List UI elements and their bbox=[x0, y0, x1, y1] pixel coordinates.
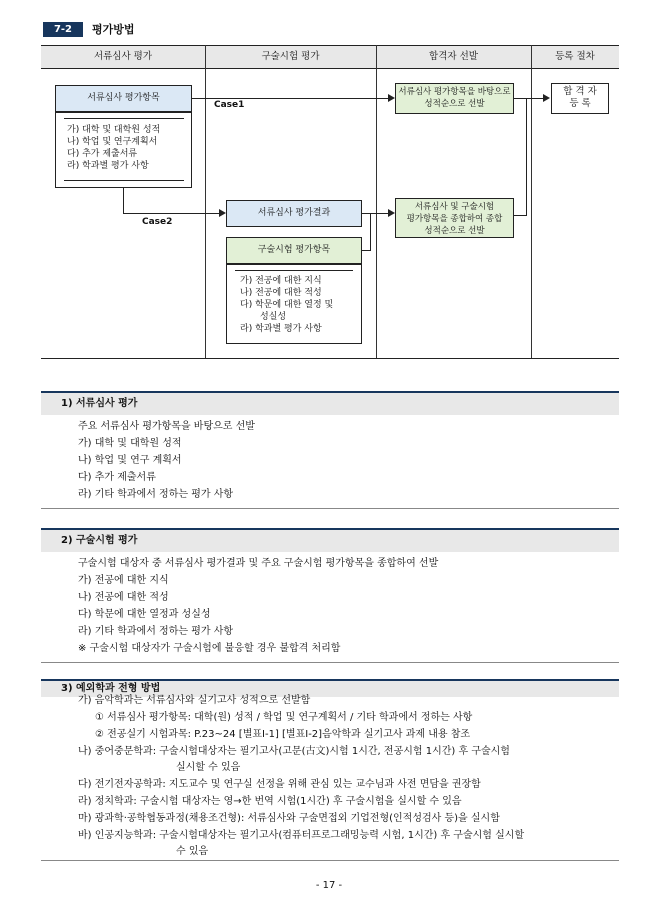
column-divider bbox=[205, 45, 206, 358]
section-number-tag: 7-2 bbox=[43, 22, 83, 37]
oral-criteria-item: 다) 학문에 대한 열정 및 bbox=[240, 300, 334, 310]
oral-connector-line bbox=[362, 250, 370, 251]
subsection-2-note: ※ 구술시험 대상자가 구술시험에 불응할 경우 불합격 처리함 bbox=[78, 643, 341, 654]
subsection-1-line: 나) 학업 및 연구 계획서 bbox=[78, 455, 182, 466]
subsection-1-line: 다) 추가 제출서류 bbox=[78, 472, 156, 483]
case2-arrow-line bbox=[123, 213, 219, 214]
box-rule bbox=[64, 118, 184, 119]
column-divider bbox=[376, 45, 377, 358]
flow-header-row bbox=[41, 45, 619, 69]
subsection-3-line: 다) 전기전자공학과: 지도교수 및 연구실 선정을 위해 관심 있는 교수님과 사전 면담을 권장함 bbox=[78, 779, 481, 790]
oral-criteria-item: 나) 전공에 대한 적성 bbox=[240, 288, 322, 298]
arrowhead-icon bbox=[219, 209, 226, 217]
subsection-1-line: 라) 기타 학과에서 정하는 평가 사항 bbox=[78, 489, 234, 500]
subsection-1-line: 가) 대학 및 대학원 성적 bbox=[78, 438, 182, 449]
subsection-3-line: 라) 정치학과: 구술시험 대상자는 영→한 번역 시험(1시간) 후 구술시험을 실시할 수 있음 bbox=[78, 796, 462, 807]
subsection-3-line: ② 전공실기 시험과목: P.23~24 [별표Ⅰ-1] [별표Ⅰ-2]음악학과 실기고사 과제 내용 참조 bbox=[95, 729, 471, 740]
registration-box bbox=[551, 83, 609, 114]
page-number: - 17 - bbox=[315, 880, 343, 891]
selection-case2-line: 서류심사 및 구술시험 bbox=[414, 202, 495, 212]
doc-criteria-title-box: 서류심사 평가항목 bbox=[55, 85, 192, 112]
column-header-oral: 구술시험 평가 bbox=[261, 51, 320, 62]
subsection-3-line: 마) 광과학·공학협동과정(채용조건형): 서류심사와 구술면접외 기업전형(인적성검사 등)을 실시함 bbox=[78, 813, 500, 824]
doc-criteria-item: 라) 학과별 평가 사항 bbox=[67, 161, 149, 171]
subsection-1-line: 주요 서류심사 평가항목을 바탕으로 선발 bbox=[78, 421, 255, 432]
subsection-3-line: 가) 음악학과는 서류심사와 실기고사 성적으로 선발함 bbox=[78, 695, 311, 706]
subsection-3-line: 나) 중어중문학과: 구술시험대상자는 필기고사(고문(古文)시험 1시간, 전공시험 1시간) 후 구술시험 bbox=[78, 746, 510, 757]
subsection-3-line: 바) 인공지능학과: 구술시험대상자는 필기고사(컴퓨터프로그래밍능력 시험, 1시간) 후 구술시험 실시할 bbox=[78, 830, 525, 841]
subsection-title: 3) 예외학과 전형 방법 bbox=[61, 683, 161, 694]
box-rule bbox=[235, 270, 353, 271]
column-header-doc: 서류심사 평가 bbox=[93, 51, 153, 62]
flow-bottom-rule bbox=[41, 358, 619, 359]
oral-criteria-list-box bbox=[226, 264, 362, 344]
subsection-2-line: 라) 기타 학과에서 정하는 평가 사항 bbox=[78, 626, 234, 637]
doc-result-box: 서류심사 평가결과 bbox=[226, 200, 362, 227]
selection-case2-line: 평가항목을 종합하여 종합 bbox=[406, 214, 503, 224]
column-header-selection: 합격자 선발 bbox=[429, 51, 478, 62]
selection-case2-line: 성적순으로 선발 bbox=[424, 226, 485, 236]
registration-line: 합 격 자 bbox=[563, 86, 597, 97]
subsection-rule bbox=[41, 662, 619, 663]
doc-criteria-list-box bbox=[55, 112, 192, 188]
oral-criteria-item: 가) 전공에 대한 지식 bbox=[240, 276, 322, 286]
subsection-3-line: 실시할 수 있음 bbox=[176, 762, 241, 773]
subsection-2-line: 나) 전공에 대한 적성 bbox=[78, 592, 169, 603]
subsection-2-line: 가) 전공에 대한 지식 bbox=[78, 575, 169, 586]
oral-criteria-title-box: 구술시험 평가항목 bbox=[226, 237, 362, 264]
case2-label: Case2 bbox=[142, 217, 173, 227]
arrowhead-icon bbox=[388, 209, 395, 217]
selection-case1-line: 서류심사 평가항목을 바탕으로 bbox=[398, 87, 511, 97]
column-header-registration: 등록 절차 bbox=[555, 51, 595, 62]
register-connector-line bbox=[526, 98, 527, 216]
case1-label: Case1 bbox=[214, 100, 245, 110]
register-arrow-line bbox=[514, 98, 543, 99]
selection-case1-line: 성적순으로 선발 bbox=[424, 99, 485, 109]
column-divider bbox=[531, 45, 532, 358]
result-arrow-line bbox=[362, 213, 388, 214]
subsection-title: 1) 서류심사 평가 bbox=[61, 398, 138, 409]
subsection-header-2 bbox=[41, 528, 619, 552]
subsection-rule bbox=[41, 508, 619, 509]
oral-criteria-item: 라) 학과별 평가 사항 bbox=[240, 324, 322, 334]
subsection-2-line: 다) 학문에 대한 열정과 성실성 bbox=[78, 609, 211, 620]
arrowhead-icon bbox=[543, 94, 550, 102]
selection-case2-box bbox=[395, 198, 514, 238]
doc-criteria-item: 가) 대학 및 대학원 성적 bbox=[67, 125, 161, 135]
subsection-rule bbox=[41, 860, 619, 861]
selection-case1-box bbox=[395, 83, 514, 114]
subsection-2-line: 구술시험 대상자 중 서류심사 평가결과 및 주요 구술시험 평가항목을 종합하여 선발 bbox=[78, 558, 439, 569]
register-connector-line bbox=[514, 215, 526, 216]
arrowhead-icon bbox=[388, 94, 395, 102]
doc-criteria-item: 다) 추가 제출서류 bbox=[67, 149, 138, 159]
subsection-title: 2) 구술시험 평가 bbox=[61, 535, 138, 546]
subsection-3-line: 수 있음 bbox=[176, 846, 209, 857]
subsection-3-line: ① 서류심사 평가항목: 대학(원) 성적 / 학업 및 연구계획서 / 기타 학과에서 정하는 사항 bbox=[95, 712, 473, 723]
registration-line: 등 록 bbox=[569, 98, 591, 109]
subsection-header-1 bbox=[41, 391, 619, 415]
section-title: 평가방법 bbox=[92, 23, 135, 36]
oral-connector-line bbox=[370, 213, 371, 251]
box-rule bbox=[64, 180, 184, 181]
oral-criteria-item: 성실성 bbox=[260, 312, 287, 322]
case2-arrow-line bbox=[123, 188, 124, 214]
doc-criteria-item: 나) 학업 및 연구계획서 bbox=[67, 137, 158, 147]
